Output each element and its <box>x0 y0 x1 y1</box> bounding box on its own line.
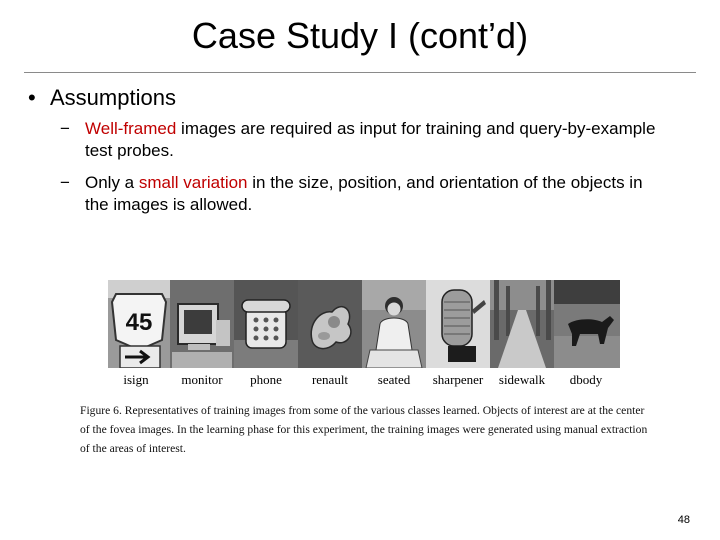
label-seated: seated <box>377 372 411 387</box>
image-labels <box>108 372 620 392</box>
sub-bullet-marker: − <box>60 119 70 138</box>
title-divider <box>24 72 696 73</box>
highlight-small-variation: small variation <box>138 173 248 192</box>
thumb-sharpener <box>426 280 490 368</box>
label-phone: phone <box>250 372 282 387</box>
highlight-well-framed: Well-framed <box>85 119 177 138</box>
bullet-text: Assumptions <box>50 85 176 110</box>
label-isign: isign <box>123 372 149 387</box>
page-number: 48 <box>677 514 690 526</box>
sub-bullet-lead: Only a <box>85 173 139 192</box>
label-renault: renault <box>311 372 349 387</box>
sub-bullet-text <box>85 118 670 162</box>
label-dbody: dbody <box>569 372 603 387</box>
thumb-seated <box>362 280 426 368</box>
sub-bullet-marker: − <box>60 173 70 192</box>
label-sidewalk: sidewalk <box>498 372 546 387</box>
sub-bullet-well-framed <box>60 118 670 162</box>
training-images-figure <box>108 280 620 392</box>
sub-bullet-rest: in the size, position, and orientation of the objects in the images is allowed. <box>85 173 643 214</box>
sign-number: 45 <box>125 309 153 336</box>
slide-title: Case Study I (cont’d) <box>191 15 529 56</box>
sub-bullet-rest: images are required as input for training and query-by-example test probes. <box>85 119 656 160</box>
bullet-assumptions <box>28 84 176 112</box>
sub-bullet-small-variation <box>60 172 670 216</box>
thumb-renault <box>298 280 362 368</box>
thumb-dbody <box>554 280 620 368</box>
figure-caption: Figure 6. Representatives of training images from some of the various classes learned. Objects of interest are at the center of the fovea images. In the learning phase for this experiment, the training images were generated using manual extraction of the areas of interest. <box>80 404 648 455</box>
thumb-phone <box>234 280 298 368</box>
bullet-marker: • <box>28 85 36 110</box>
label-monitor: monitor <box>181 372 223 387</box>
sub-bullet-text <box>85 172 670 216</box>
image-strip <box>108 280 620 368</box>
label-sharpener: sharpener <box>432 372 484 387</box>
thumb-sidewalk <box>490 280 554 368</box>
thumb-monitor <box>170 280 234 368</box>
thumb-isign <box>108 280 170 368</box>
